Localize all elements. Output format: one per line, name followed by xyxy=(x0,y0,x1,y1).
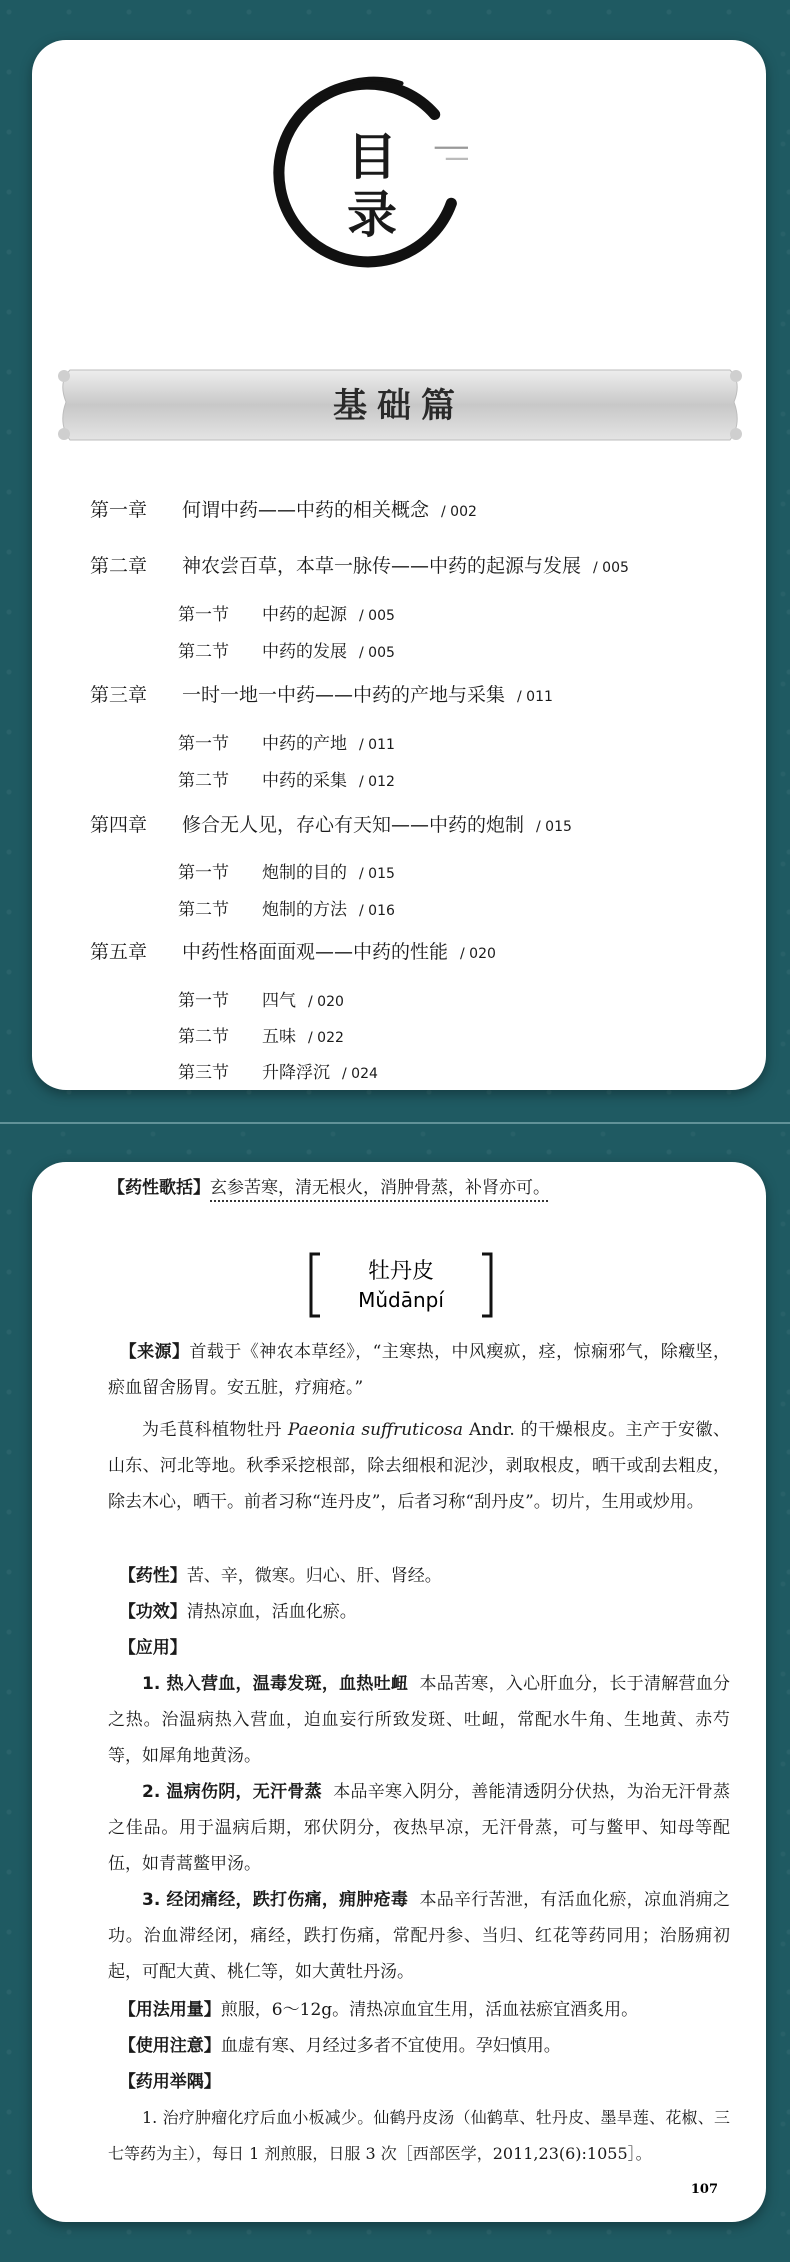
toc-section[interactable] xyxy=(178,766,395,791)
toc-page-number: / 022 xyxy=(308,1030,344,1046)
effect-label: 【功效】 xyxy=(118,1602,187,1622)
medicinal-song-line xyxy=(108,1170,730,1206)
toc-section[interactable] xyxy=(178,600,395,625)
application-body: 本品辛行苦泄，有活血化瘀，凉血消痈之功。治血滞经闭，痛经，跌打伤痛，常配丹参、当归、红花等药同用；治肠痈初起，可配大黄、桃仁等，如大黄牡丹汤。 xyxy=(108,1890,730,1982)
toc-title: 修合无人见，存心有天知——中药的炮制 xyxy=(182,814,525,836)
toc-page-number: / 012 xyxy=(359,774,395,790)
toc-section[interactable] xyxy=(178,1022,344,1047)
herb-page xyxy=(32,1162,766,2222)
toc-title: 升降浮沉 xyxy=(262,1063,330,1083)
example-text: 1. 治疗肿瘤化疗后血小板减少。仙鹤丹皮汤（仙鹤草、牡丹皮、墨旱莲、花椒、三七等药为主），每日 1 剂煎服，日服 3 次［西部医学，2011,23(6):1055］。 xyxy=(108,2108,730,2163)
toc-title: 中药的起源 xyxy=(262,605,347,625)
example-heading xyxy=(108,2064,730,2100)
caution-paragraph xyxy=(108,2028,730,2064)
toc-page-number: / 005 xyxy=(359,645,395,661)
song-text: 玄参苦寒，清无根火，消肿骨蒸，补肾亦可。 xyxy=(210,1178,550,1198)
toc-page-number: / 015 xyxy=(359,866,395,882)
toc-section[interactable] xyxy=(178,729,395,754)
toc-section[interactable] xyxy=(178,895,395,920)
toc-title: 炮制的方法 xyxy=(262,900,347,920)
effect-text: 清热凉血，活血化瘀。 xyxy=(186,1602,357,1622)
toc-page-number: / 016 xyxy=(359,903,395,919)
toc-chapter-4[interactable] xyxy=(90,810,572,837)
toc-title: 中药的产地 xyxy=(262,734,347,754)
toc-page-number: / 020 xyxy=(460,946,496,962)
source-text: 首载于《神农本草经》，“主寒热，中风瘈疭，痉，惊痫邪气，除癥坚，瘀血留舍肠胃。安五脏，疗痈疮。” xyxy=(108,1342,730,1398)
application-heading xyxy=(108,1630,730,1666)
toc-title: 四气 xyxy=(262,991,296,1011)
example-paragraph xyxy=(108,2100,730,2172)
toc-page-number: / 020 xyxy=(308,994,344,1010)
toc-page-number: / 005 xyxy=(593,560,629,576)
section-banner-title: 基础篇 xyxy=(333,386,465,426)
example-label: 【药用举隅】 xyxy=(118,2072,221,2092)
toc-label: 第二节 xyxy=(178,1027,229,1047)
toc-page-number: / 015 xyxy=(536,819,572,835)
herb-name: 牡丹皮 xyxy=(367,1259,434,1284)
song-label: 【药性歌括】 xyxy=(108,1178,210,1198)
page-separator xyxy=(0,1122,790,1124)
toc-title: 神农尝百草，本草一脉传——中药的起源与发展 xyxy=(182,555,582,577)
origin-paragraph xyxy=(108,1412,730,1520)
toc-label: 第一节 xyxy=(178,991,229,1011)
toc-page-number: / 024 xyxy=(342,1066,378,1082)
effect-paragraph xyxy=(108,1594,730,1630)
application-head: 2. 温病伤阴，无汗骨蒸 xyxy=(142,1782,322,1802)
nature-paragraph xyxy=(108,1558,730,1594)
toc-label: 第一节 xyxy=(178,863,229,883)
toc-label: 第五章 xyxy=(90,941,148,963)
toc-section[interactable] xyxy=(178,858,395,883)
application-head: 3. 经闭痛经，跌打伤痛，痈肿疮毒 xyxy=(142,1890,409,1910)
page-number: 107 xyxy=(690,2182,718,2197)
nature-label: 【药性】 xyxy=(118,1566,187,1586)
toc-section[interactable] xyxy=(178,986,344,1011)
toc-label: 第二节 xyxy=(178,900,229,920)
origin-latin: Paeonia suffruticosa xyxy=(287,1420,464,1440)
caution-text: 血虚有寒、月经过多者不宜使用。孕妇慎用。 xyxy=(220,2036,561,2056)
page-title xyxy=(332,128,412,244)
toc-label: 第三节 xyxy=(178,1063,229,1083)
toc-title: 炮制的目的 xyxy=(262,863,347,883)
toc-chapter-1[interactable] xyxy=(90,495,477,522)
origin-post: Andr. 的干燥根皮。主产于安徽、山东、河北等地。秋季采挖根部，除去细根和泥沙，剥取根皮，晒干或刮去粗皮，除去木心，晒干。前者习称“连丹皮”，后者习称“刮丹皮”。切片，生用或炒用。 xyxy=(108,1420,731,1512)
toc-page-number: / 011 xyxy=(359,737,395,753)
application-body: 本品辛寒入阴分，善能清透阴分伏热，为治无汗骨蒸之佳品。用于温病后期，邪伏阴分，夜热早凉，无汗骨蒸，可与鳖甲、知母等配伍，如青蒿鳖甲汤。 xyxy=(108,1782,730,1874)
toc-title: 何谓中药——中药的相关概念 xyxy=(182,499,430,521)
title-char-1: 目 xyxy=(347,128,397,186)
toc-title: 中药性格面面观——中药的性能 xyxy=(182,941,449,963)
toc-page-number: / 011 xyxy=(517,689,553,705)
source-label: 【来源】 xyxy=(119,1342,190,1362)
usage-text: 煎服，6～12g。清热凉血宜生用，活血祛瘀宜酒炙用。 xyxy=(220,2000,639,2020)
toc-label: 第四章 xyxy=(90,814,148,836)
herb-title-block xyxy=(308,1250,494,1322)
toc-chapter-3[interactable] xyxy=(90,680,553,707)
toc-page xyxy=(32,40,766,1090)
application-body: 本品苦寒，入心肝血分，长于清解营血分之热。治温病热入营血，迫血妄行所致发斑、吐衄，常配水牛角、生地黄、赤芍等，如犀角地黄汤。 xyxy=(108,1674,730,1766)
toc-title: 中药的采集 xyxy=(262,771,347,791)
toc-label: 第二节 xyxy=(178,771,229,791)
application-head: 1. 热入营血，温毒发斑，血热吐衄 xyxy=(142,1674,409,1694)
application-item-1 xyxy=(108,1666,730,1774)
application-label: 【应用】 xyxy=(118,1638,187,1658)
nature-text: 苦、辛，微寒。归心、肝、肾经。 xyxy=(186,1566,442,1586)
toc-label: 第二节 xyxy=(178,642,229,662)
caution-label: 【使用注意】 xyxy=(118,2036,221,2056)
toc-title: 五味 xyxy=(262,1027,296,1047)
source-paragraph xyxy=(108,1334,730,1406)
toc-section[interactable] xyxy=(178,1058,378,1083)
toc-chapter-5[interactable] xyxy=(90,937,496,964)
title-char-2: 录 xyxy=(347,186,397,244)
toc-label: 第二章 xyxy=(90,555,148,577)
application-item-2 xyxy=(108,1774,730,1882)
toc-chapter-2[interactable] xyxy=(90,551,629,578)
toc-page-number: / 002 xyxy=(441,504,477,520)
toc-title: 中药的发展 xyxy=(262,642,347,662)
origin-pre: 为毛茛科植物牡丹 xyxy=(142,1420,282,1440)
usage-paragraph xyxy=(108,1992,730,2028)
application-item-3 xyxy=(108,1882,730,1990)
toc-label: 第三章 xyxy=(90,684,148,706)
herb-pinyin: Mǔdānpí xyxy=(358,1288,444,1312)
toc-title: 一时一地一中药——中药的产地与采集 xyxy=(182,684,506,706)
toc-section[interactable] xyxy=(178,637,395,662)
toc-label: 第一节 xyxy=(178,605,229,625)
toc-label: 第一节 xyxy=(178,734,229,754)
toc-label: 第一章 xyxy=(90,499,148,521)
usage-label: 【用法用量】 xyxy=(118,2000,221,2020)
toc-page-number: / 005 xyxy=(359,608,395,624)
